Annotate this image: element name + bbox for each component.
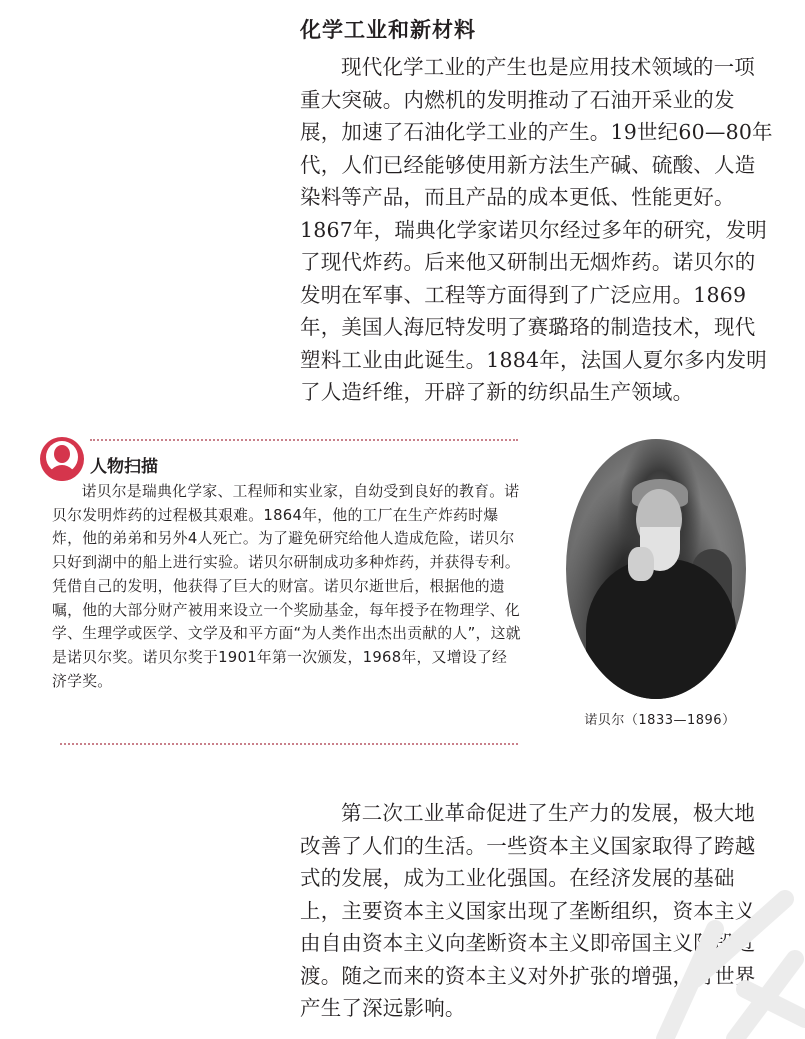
section-heading: 化学工业和新材料 (300, 18, 476, 42)
nobel-portrait-image (566, 439, 746, 699)
person-icon (40, 437, 84, 481)
sidebar-title: 人物扫描 (90, 456, 158, 477)
main-paragraph: 现代化学工业的产生也是应用技术领域的一项重大突破。内燃机的发明推动了石油开采业的发展，加速了石油化学工业的产生。19世纪60—80年代，人们已经能够使用新方法生产碱、硫酸、人造染料等产品，而且产品的成本更低、性能更好。1867年，瑞典化学家诺贝尔经过多年的研究，发明了现代炸药。后来他又研制出无烟炸药。诺贝尔的发明在军事、工程等方面得到了广泛应用。1869年，美国人海厄特发明了赛璐珞的制造技术，现代塑料工业由此诞生。1884年，法国人夏尔多内发明了人造纤维，开辟了新的纺织品生产领域。 (300, 55, 773, 404)
closing-paragraph: 第二次工业革命促进了生产力的发展，极大地改善了人们的生活。一些资本主义国家取得了跨越式的发展，成为工业化强国。在经济发展的基础上，主要资本主义国家出现了垄断组织，资本主义由自由资本主义向垄断资本主义即帝国主义阶段过渡。随之而来的资本主义对外扩张的增强，对世界产生了深远影响。 (300, 801, 756, 1020)
sidebar-text: 诺贝尔是瑞典化学家、工程师和实业家，自幼受到良好的教育。诺贝尔发明炸药的过程极其艰难。1864年，他的工厂在生产炸药时爆炸，他的弟弟和另外4人死亡。为了避免研究给他人造成危险，诺贝尔只好到湖中的船上进行实验。诺贝尔研制成功多种炸药，并获得专利。凭借自己的发明，他获得了巨大的财富。诺贝尔逝世后，根据他的遗嘱，他的大部分财产被用来设立一个奖励基金，每年授予在物理学、化学、生理学或医学、文学及和平方面“为人类作出杰出贡献的人”，这就是诺贝尔奖。诺贝尔奖于1901年第一次颁发，1968年，又增设了经济学奖。 (52, 483, 521, 690)
sidebar-bottom-divider (60, 743, 518, 745)
watermark-mark (545, 869, 805, 1039)
sidebar-header (40, 437, 158, 481)
portrait-caption: 诺贝尔（1833—1896） (584, 713, 736, 728)
